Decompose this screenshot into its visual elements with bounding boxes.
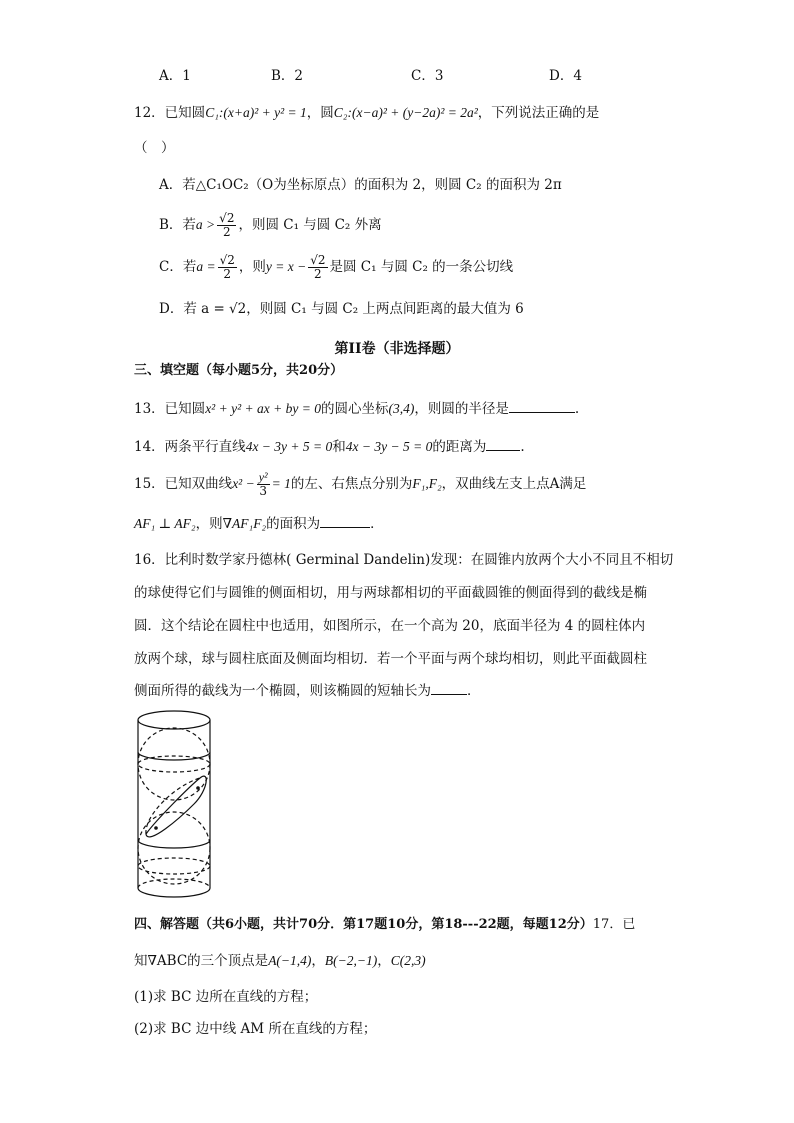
cylinder-bottom-front xyxy=(138,888,210,897)
q11-option-b: B．2 xyxy=(271,68,304,84)
q12-c1-equation: C₁:(x+a)² + y² = 1 xyxy=(205,105,307,120)
q16-line-5: 侧面所得的截线为一个椭圆，则该椭圆的短轴长为 ． xyxy=(134,680,481,701)
q14-answer-blank[interactable] xyxy=(486,436,520,451)
cylinder-spheres-figure xyxy=(134,706,216,906)
q17-lead: 17．已 xyxy=(592,917,636,932)
q15-line-2: AF₁ ⊥ AF₂，则∇AF₁F₂的面积为 ． xyxy=(134,513,384,534)
q13-answer-blank[interactable] xyxy=(509,398,575,413)
q15-then: ，则 xyxy=(195,516,223,532)
q11-option-a: A．1 xyxy=(159,68,191,84)
q15-middle: 的左、右焦点分别为 xyxy=(290,476,413,492)
q17-point-c: C(2,3) xyxy=(390,953,426,968)
cylinder-top-ellipse xyxy=(138,711,210,729)
q12-stem-prefix: 12．已知圆 xyxy=(134,105,206,121)
fraction-sqrt2-over-2: $\frac{√2}{2}$ xyxy=(219,253,235,281)
q17-separator: ， xyxy=(311,953,325,969)
lower-sphere-equator xyxy=(138,858,210,874)
section-4-title-text: 四、解答题（共6小题，共计70分．第17题10分，第18---22题，每题12分） xyxy=(134,917,593,932)
q15-line-1: 15．已知双曲线x² − $\frac{\text{y²}}{3}$ = 1的左、右焦点分别为F₁,F₂，双曲线左支上点A满足 xyxy=(134,470,587,498)
q12-option-b-prefix: B．若 xyxy=(159,217,196,233)
fraction-y2-over-3: $\frac{\text{y²}}{3}$ xyxy=(258,470,268,498)
q13-middle: 的圆心坐标 xyxy=(320,401,389,417)
q16-answer-blank[interactable] xyxy=(431,680,467,695)
q15-area-text: 的面积为 xyxy=(266,516,321,532)
q12-option-b: B．若a > $\frac{√2}{2}$ ，则圆 C₁ 与圆 C₂ 外离 xyxy=(159,211,382,239)
q12-stem-suffix: ，下列说法正确的是 xyxy=(477,105,600,121)
q13-prefix: 13．已知圆 xyxy=(134,401,206,417)
q14: 14．两条平行直线4x − 3y + 5 = 0和4x − 3y − 5 = 0的距离为 . xyxy=(134,436,525,457)
q13: 13．已知圆x² + y² + ax + by = 0的圆心坐标(3,4)，则圆的半径是 . xyxy=(134,398,579,419)
q17-point-b: B(−2,−1) xyxy=(324,953,378,968)
q12-option-c-prefix: C．若 xyxy=(159,259,197,275)
q16-line-2: 的球使得它们与圆锥的侧面相切，用与两球都相切的平面截圆锥的侧面得到的截线是椭 xyxy=(134,585,647,601)
q17-separator: ， xyxy=(377,953,391,969)
q17-sub-1: (1)求 BC 边所在直线的方程； xyxy=(134,989,318,1005)
tangent-point-lower xyxy=(154,826,158,830)
q17-prefix: 知∇ABC的三个顶点是 xyxy=(134,953,269,969)
q12-option-d: D．若 a = √2，则圆 C₁ 与圆 C₂ 上两点间距离的最大值为 6 xyxy=(159,301,524,317)
q14-and: 和 xyxy=(332,439,346,455)
tangent-point-upper xyxy=(196,786,200,790)
q16-line-3: 圆．这个结论在圆柱中也适用，如图所示，在一个高为 20，底面半径为 4 的圆柱体内 xyxy=(134,618,646,634)
q14-prefix: 14．两条平行直线 xyxy=(134,439,246,455)
upper-sphere-equator xyxy=(138,756,210,772)
q15-foci: F₁,F₂ xyxy=(412,476,442,491)
q13-center-coordinate: (3,4) xyxy=(388,401,415,416)
q12-c2-equation: C₂:(x−a)² + (y−2a)² = 2a² xyxy=(333,105,478,120)
q14-line-2: 4x − 3y − 5 = 0 xyxy=(345,439,433,454)
q11-option-d: D．4 xyxy=(549,68,582,84)
q17-point-a: A(−1,4) xyxy=(268,953,312,968)
q13-suffix: ，则圆的半径是 xyxy=(414,401,509,417)
q12-option-b-suffix: ，则圆 C₁ 与圆 C₂ 外离 xyxy=(238,217,382,233)
q12-paren: （ ） xyxy=(134,140,175,156)
q17-sub-2: (2)求 BC 边中线 AM 所在直线的方程； xyxy=(134,1021,377,1037)
q14-suffix: 的距离为 xyxy=(432,439,487,455)
section-4-title xyxy=(134,915,635,935)
q16-line-1: 16．比利时数学家丹德林( Germinal Dandelin)发现：在圆锥内放两个大小不同且不相切 xyxy=(134,552,674,568)
fraction-sqrt2-over-2: $\frac{√2}{2}$ xyxy=(310,253,326,281)
q12-option-c: C．若a = $\frac{√2}{2}$ ，则y = x − $\frac{√2}{2}$ 是圆 C₁ 与圆 C₂ 的一条公切线 xyxy=(159,253,514,281)
section-3-title: 三、填空题（每小题5分，共20分） xyxy=(134,363,344,378)
q15-answer-blank[interactable] xyxy=(320,513,370,528)
q15-suffix: ，双曲线左支上点A满足 xyxy=(441,476,587,492)
q16-line-4: 放两个球，球与圆柱底面及侧面均相切．若一个平面与两个球均相切，则此平面截圆柱 xyxy=(134,651,647,667)
q17-line-2 xyxy=(134,951,426,971)
q12-stem: 12．已知圆C₁:(x+a)² + y² = 1，圆C₂:(x−a)² + (y−2a)² = 2a²，下列说法正确的是 xyxy=(134,105,600,121)
q15-triangle: ∇AF₁F₂ xyxy=(222,516,267,531)
section-2-title: 第II卷（非选择题） xyxy=(334,341,460,357)
q15-condition: AF₁ ⊥ AF₂ xyxy=(134,516,196,531)
q13-equation: x² + y² + ax + by = 0 xyxy=(205,401,321,416)
q12-option-a: A．若△C₁OC₂（O为坐标原点）的面积为 2，则圆 C₂ 的面积为 2π xyxy=(159,177,562,193)
lower-tangent-circle-front xyxy=(138,840,210,848)
q11-option-c: C．3 xyxy=(411,68,444,84)
q16-line-5-text: 侧面所得的截线为一个椭圆，则该椭圆的短轴长为 xyxy=(134,683,431,699)
q12-option-c-suffix: 是圆 C₁ 与圆 C₂ 的一条公切线 xyxy=(329,259,514,275)
q14-line-1: 4x − 3y + 5 = 0 xyxy=(245,439,333,454)
fraction-sqrt2-over-2: $\frac{√2}{2}$ xyxy=(219,211,235,239)
q15-prefix: 15．已知双曲线 xyxy=(134,476,233,492)
